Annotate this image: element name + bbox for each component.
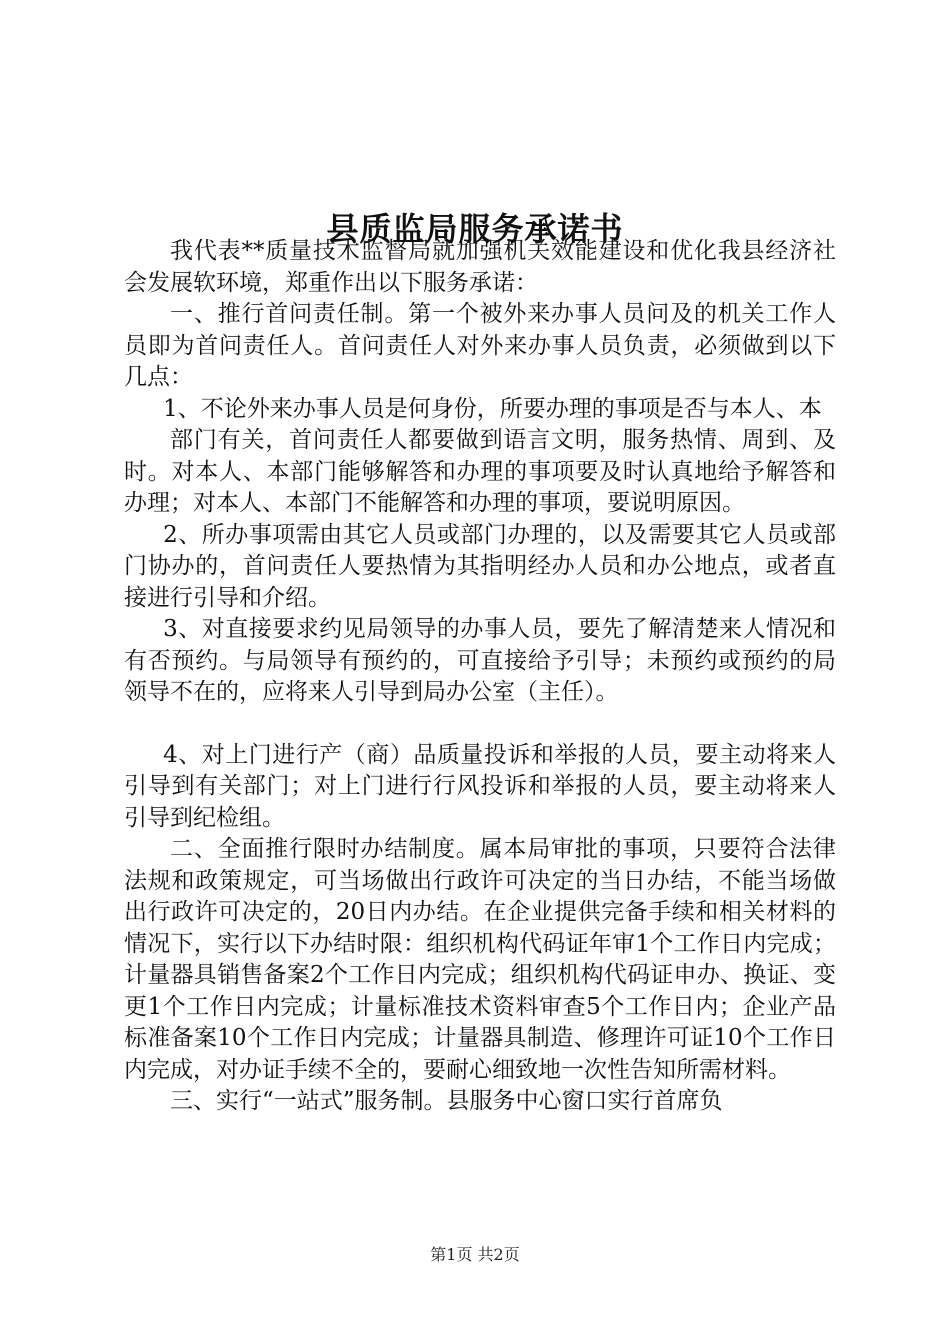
page-footer: [0, 1244, 950, 1266]
paragraph-intro: 我代表**质量技术监督局就加强机关效能建设和优化我县经济社会发展软环境，郑重作出以下服务承诺：: [124, 238, 836, 296]
paragraph-section-1: 一、推行首问责任制。第一个被外来办事人员问及的机关工作人员即为首问责任人。首问责任人对外来办事人员负责，必须做到以下几点：: [124, 301, 836, 390]
paragraph-section-2: 二、全面推行限时办结制度。属本局审批的事项，只要符合法律法规和政策规定，可当场做出行政许可决定的当日办结，不能当场做出行政许可决定的，20日内办结。在企业提供完备手续和相关材料的情况下，实行以下办结时限：组织机构代码证年审1个工作日内完成；计量器具销售备案2个工作日内完成；组织机构代码证申办、换证、变更1个工作日内完成；计量标准技术资料审查5个工作日内；企业产品标准备案10个工作日内完成；计量器具制造、修理许可证10个工作日内完成，对办证手续不全的，要耐心细致地一次性告知所需材料。: [124, 836, 836, 1083]
paragraph-item-1: 1、不论外来办事人员是何身份，所要办理的事项是否与本人、本: [163, 395, 822, 422]
paragraph-section-3: 三、实行“一站式”服务制。县服务中心窗口实行首席负: [170, 1088, 723, 1114]
paragraph-item-3: 3、对直接要求约见局领导的办事人员，要先了解清楚来人情况和有否预约。与局领导有预约的，可直接给予引导；未预约或预约的局领导不在的，应将来人引导到局办公室（主任）。: [124, 616, 836, 705]
document-body: [124, 236, 836, 1118]
paragraph-item-2: 2、所办事项需由其它人员或部门办理的，以及需要其它人员或部门协办的，首问责任人要热情为其指明经办人员和办公地点，或者直接进行引导和介绍。: [124, 521, 836, 611]
paragraph-item-4: 4、对上门进行产（商）品质量投诉和举报的人员，要主动将来人引导到有关部门；对上门进行行风投诉和举报的人员，要主动将来人引导到纪检组。: [124, 741, 836, 831]
paragraph-item-1-continued: 部门有关，首问责任人都要做到语言文明，服务热情、周到、及时。对本人、本部门能够解答和办理的事项要及时认真地给予解答和办理；对本人、本部门不能解答和办理的事项，要说明原因。: [124, 427, 836, 516]
page-indicator: 第1页 共2页: [430, 1245, 520, 1264]
document-title: 县质监局服务承诺书: [326, 210, 624, 249]
